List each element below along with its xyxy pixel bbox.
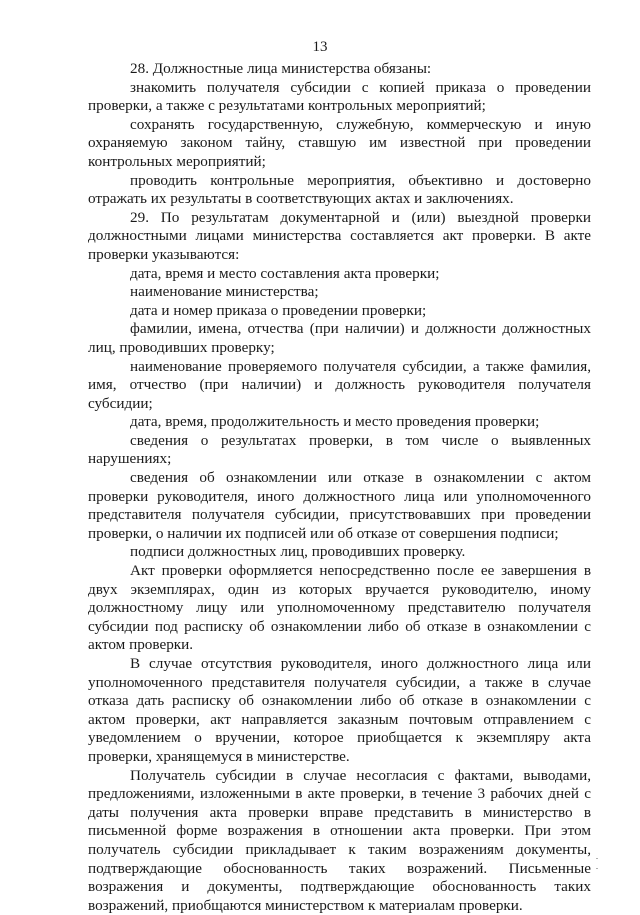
list-item: сведения об ознакомлении или отказе в ознакомлении с актом проверки руководителя, иного должностного лица или уполномоченного представителя получателя субсидии, присутствовавших при проведении проверки, о наличии их подписей или об отказе от совершения подписи; xyxy=(88,469,591,542)
list-item: фамилии, имена, отчества (при наличии) и должности должностных лиц, проводивших проверку; xyxy=(88,320,591,356)
paragraph-objections: Получатель субсидии в случае несогласия с фактами, выводами, предложениями, изложенными в акте проверки, в течение 3 рабочих дней с даты получения акта проверки вправе представить в министерство в письменной форме возражения в отношении акта проверки. При этом получатель субсидии прикладывает к таким возражениям документы, подтверждающие обоснованность таких возражений. Письменные возражения и документы, подтверждающие обоснованность таких возражений, приобщаются министерством к материалам проверки. xyxy=(88,766,591,914)
list-item: дата, время, продолжительность и место проведения проверки; xyxy=(130,413,540,431)
paragraph-act-mailing: В случае отсутствия руководителя, иного должностного лица или уполномоченного представителя получателя субсидии, а также в случае отказа дать расписку об ознакомлении либо об отказе в ознакомлении с актом проверки, акт направляется заказным почтовым отправлением с уведомлением о вручении, которое приобщается к экземпляру акта проверки, хранящемуся в министерстве. xyxy=(88,655,591,765)
paragraph-duty-acquaint: знакомить получателя субсидии с копией приказа о проведении проверки, а также с результатами контрольных мероприятий; xyxy=(88,78,591,115)
page-number: 13 xyxy=(312,39,328,55)
paragraph-act-drafting: Акт проверки оформляется непосредственно после ее завершения в двух экземплярах, один из которых вручается руководителю, иному должностному лицу или уполномоченному представителю получателя субсидии под расписку об ознакомлении либо об отказе в ознакомлении с актом проверки. xyxy=(88,562,591,654)
list-item: подписи должностных лиц, проводивших проверку. xyxy=(130,543,466,561)
paragraph-duty-secrecy: сохранять государственную, служебную, коммерческую и иную охраняемую законом тайну, ставшую им известной при проведении контрольных мероприятий; xyxy=(88,115,591,170)
paragraph-duty-objective: проводить контрольные мероприятия, объективно и достоверно отражать их результаты в соответствующих актах и заключениях. xyxy=(88,171,591,208)
list-item: наименование проверяемого получателя субсидии, а также фамилия, имя, отчество (при наличии) и должность руководителя получателя субсидии; xyxy=(88,357,591,412)
list-item: дата и номер приказа о проведении проверки; xyxy=(130,301,427,319)
list-item: сведения о результатах проверки, в том числе о выявленных нарушениях; xyxy=(88,431,591,468)
list-item: наименование министерства; xyxy=(130,283,319,301)
document-body xyxy=(88,60,591,915)
paragraph-29-intro: 29. По результатам документарной и (или) выездной проверки должностными лицами министерства составляется акт проверки. В акте проверки указываются: xyxy=(88,208,591,263)
paragraph-28-intro: 28. Должностные лица министерства обязаны: xyxy=(130,60,432,77)
scan-speck xyxy=(596,858,598,859)
list-item: дата, время и место составления акта проверки; xyxy=(130,264,440,282)
scan-speck xyxy=(596,868,598,869)
